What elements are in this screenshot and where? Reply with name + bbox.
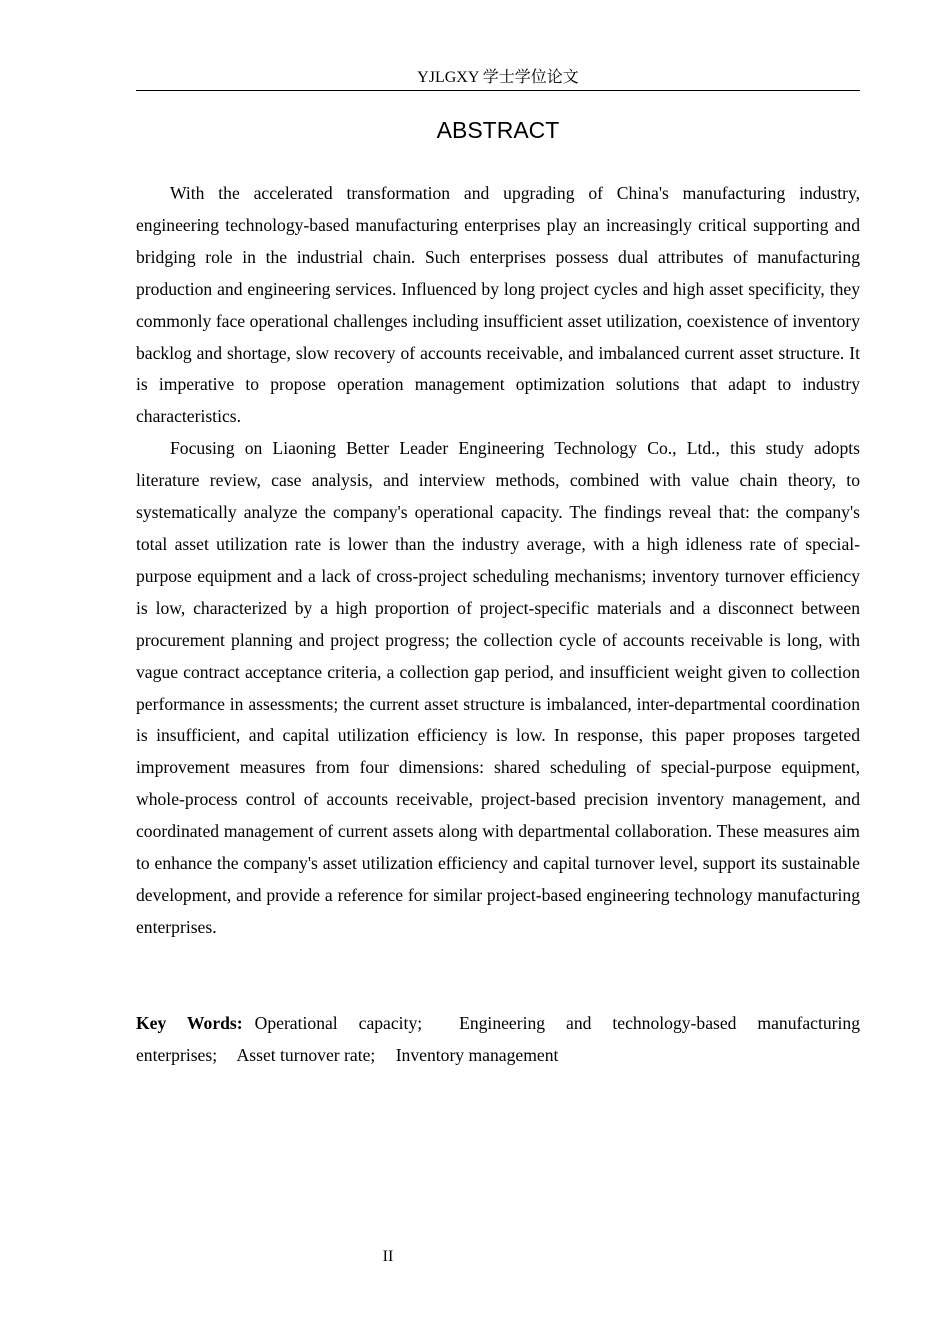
- keyword-item: Inventory management: [395, 1044, 559, 1065]
- keyword-item: Asset turnover rate;: [236, 1044, 376, 1065]
- abstract-paragraph-2: Focusing on Liaoning Better Leader Engineering Technology Co., Ltd., this study adopts literature review, case analysis, and interview methods, combined with value chain theory, to systematically analyze the company's operational capacity. The findings reveal that: the company's total asset utilization rate is lower than the industry average, with a high idleness rate of special-purpose equipment and a lack of cross-project scheduling mechanisms; inventory turnover efficiency is low, characterized by a high proportion of project-specific materials and a disconnect between procurement planning and project progress; the collection cycle of accounts receivable is long, with vague contract acceptance criteria, a collection gap period, and insufficient weight given to collection performance in assessments; the current asset structure is imbalanced, inter-departmental coordination is insufficient, and capital utilization efficiency is low. In response, this paper proposes targeted improvement measures from four dimensions: shared scheduling of special-purpose equipment, whole-process control of accounts receivable, project-based precision inventory management, and coordinated management of current assets along with departmental collaboration. These measures aim to enhance the company's asset utilization efficiency and capital turnover level, support its sustainable development, and provide a reference for similar project-based engineering technology manufacturing enterprises.: [136, 438, 860, 937]
- keywords-label: Key Words:: [136, 1013, 243, 1033]
- running-header: YJLGXY 学士学位论文: [417, 69, 579, 86]
- abstract-title: ABSTRACT: [436, 117, 560, 143]
- header-rule: [136, 90, 860, 91]
- keywords-line: [136, 1008, 860, 1072]
- keyword-item: Engineering and technology-based manufacturing enterprises;: [136, 1013, 860, 1065]
- page-number: II: [382, 1248, 394, 1265]
- keyword-item: Operational capacity;: [254, 1013, 423, 1033]
- abstract-paragraph-1: With the accelerated transformation and upgrading of China's manufacturing industry, engineering technology-based manufacturing enterprises play an increasingly critical supporting and bridging role in the industrial chain. Such enterprises possess dual attributes of manufacturing production and engineering services. Influenced by long project cycles and high asset specificity, they commonly face operational challenges including insufficient asset utilization, coexistence of inventory backlog and shortage, slow recovery of accounts receivable, and imbalanced current asset structure. It is imperative to propose operation management optimization solutions that adapt to industry characteristics.: [136, 183, 860, 427]
- abstract-body: [136, 178, 860, 944]
